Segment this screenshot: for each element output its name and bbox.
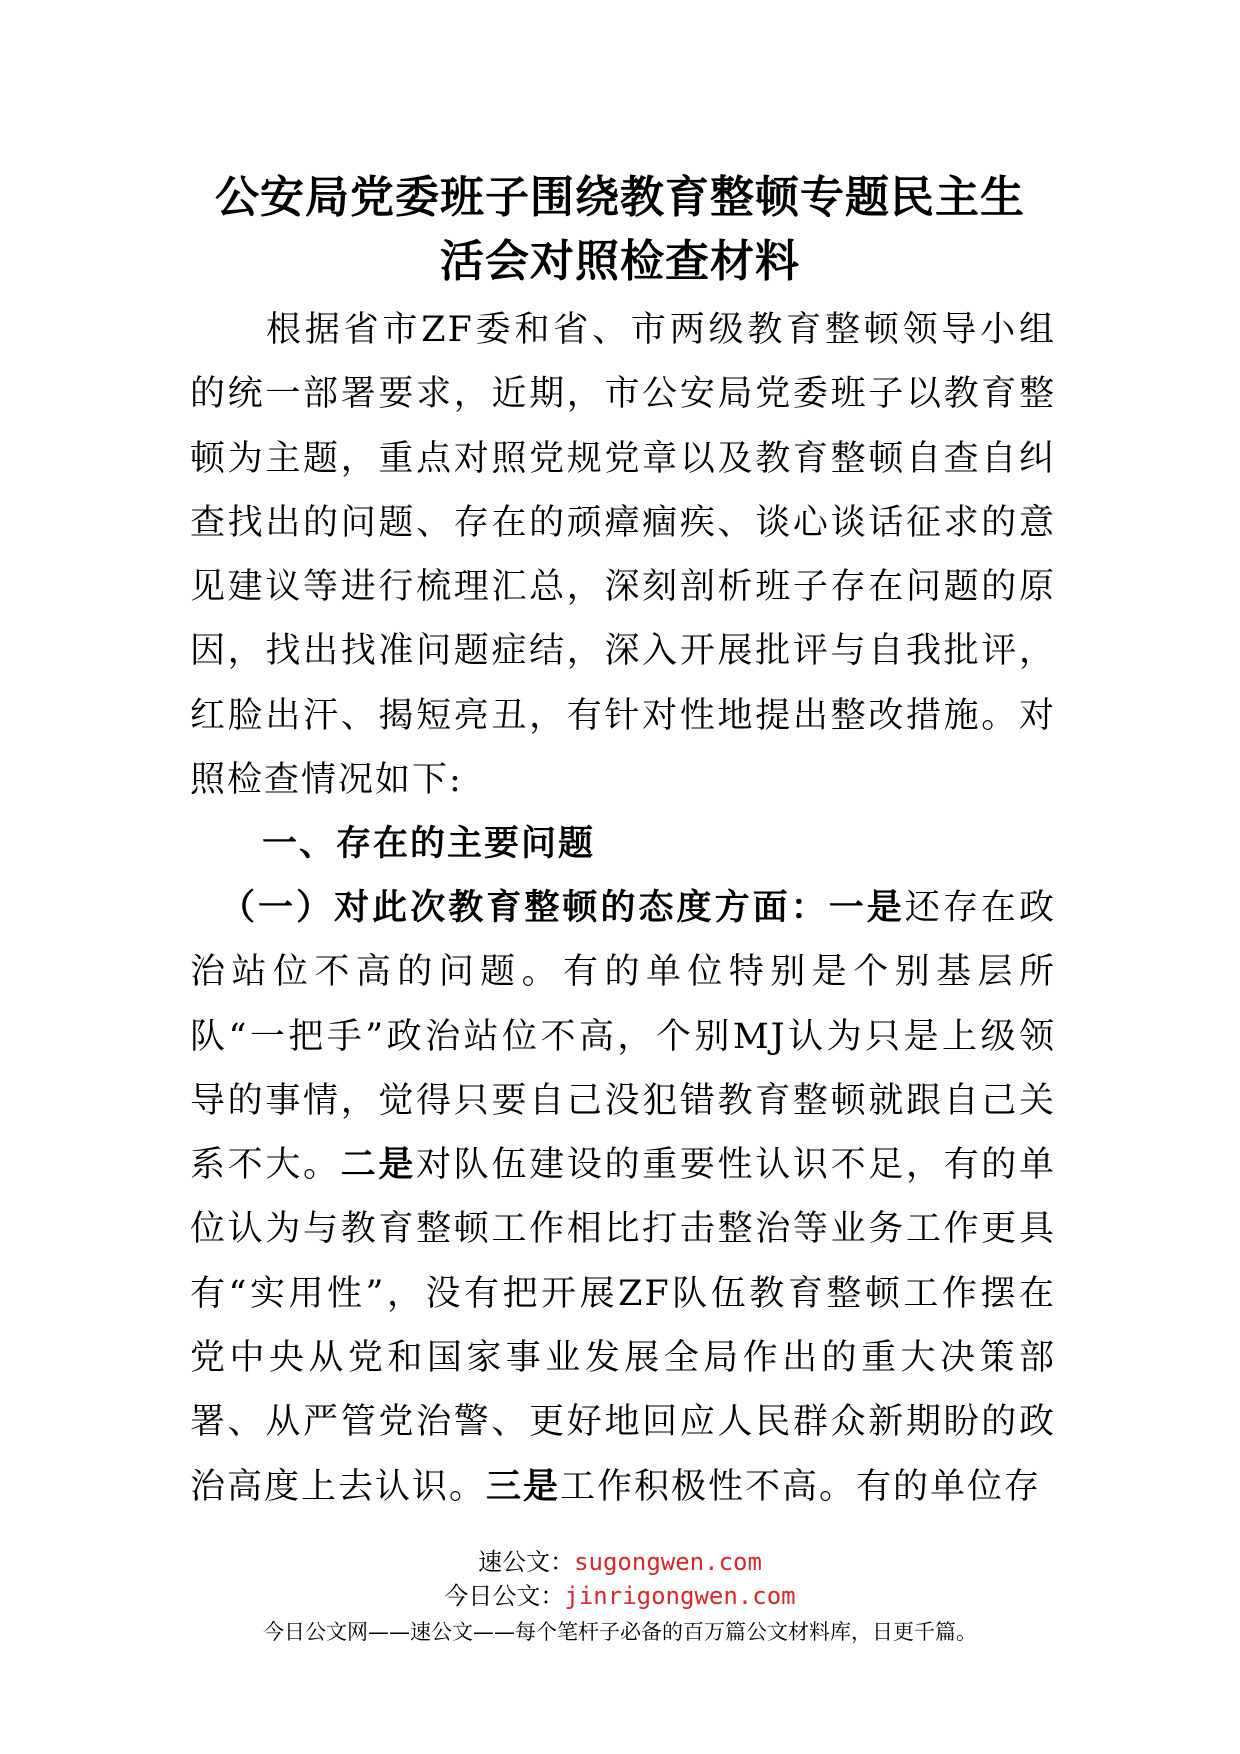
paragraph-run-1: 还存在政治站位不高的问题。有的单位特别是个别基层所队“一把手”政治站位不高，个别MJ认为只是上级领导的事情，觉得只要自己没犯错教育整顿就跟自己关系不大。 bbox=[190, 888, 1056, 1186]
section-heading: 一、存在的主要问题 bbox=[262, 824, 596, 864]
footer-label-2: 今日公文： bbox=[444, 1582, 565, 1610]
footer-link-sugongwen[interactable]: sugongwen.com bbox=[574, 1548, 762, 1576]
problems-paragraph bbox=[190, 876, 1056, 1519]
footer-slogan bbox=[0, 1616, 1240, 1648]
footer-link-jinrigongwen[interactable]: jinrigongwen.com bbox=[564, 1582, 796, 1610]
document-title-line-1: 公安局党委班子围绕教育整顿专题民主生 bbox=[215, 172, 1025, 223]
paragraph-run-3: 工作积极性不高。有的单位存 bbox=[560, 1466, 1042, 1507]
paragraph-bold-2: 二是 bbox=[340, 1144, 417, 1186]
footer-label-1: 速公文： bbox=[478, 1548, 575, 1576]
footer-line-2 bbox=[0, 1580, 1240, 1612]
intro-paragraph: 根据省市ZF委和省、市两级教育整顿领导小组的统一部署要求，近期，市公安局党委班子以教育整顿为主题，重点对照党规党章以及教育整顿自查自纠查找出的问题、存在的顽瘴痼疾、谈心谈话征求的意见建议等进行梳理汇总，深刻剖析班子存在问题的原因，找出找准问题症结，深入开展批评与自我批评，红脸出汗、揭短亮丑，有针对性地提出整改措施。对照检查情况如下: bbox=[190, 310, 1056, 801]
paragraph-run-2: 对队伍建设的重要性认识不足，有的单位认为与教育整顿工作相比打击整治等业务工作更具有“实用性”，没有把开展ZF队伍教育整顿工作摆在党中央从党和国家事业发展全局作出的重大决策部署、从严管党治警、更好地回应人民群众新期盼的政治高度上去认识。 bbox=[190, 1145, 1056, 1507]
paragraph-bold-3: 三是 bbox=[486, 1465, 561, 1507]
footer-slogan-text: 今日公文网——速公文——每个笔杆子必备的百万篇公文材料库，日更千篇。 bbox=[263, 1620, 977, 1644]
paragraph-lead-bold: （一）对此次教育整顿的态度方面：一是 bbox=[220, 887, 905, 928]
footer-line-1 bbox=[0, 1546, 1240, 1578]
document-title-line-2: 活会对照检查材料 bbox=[440, 236, 800, 287]
